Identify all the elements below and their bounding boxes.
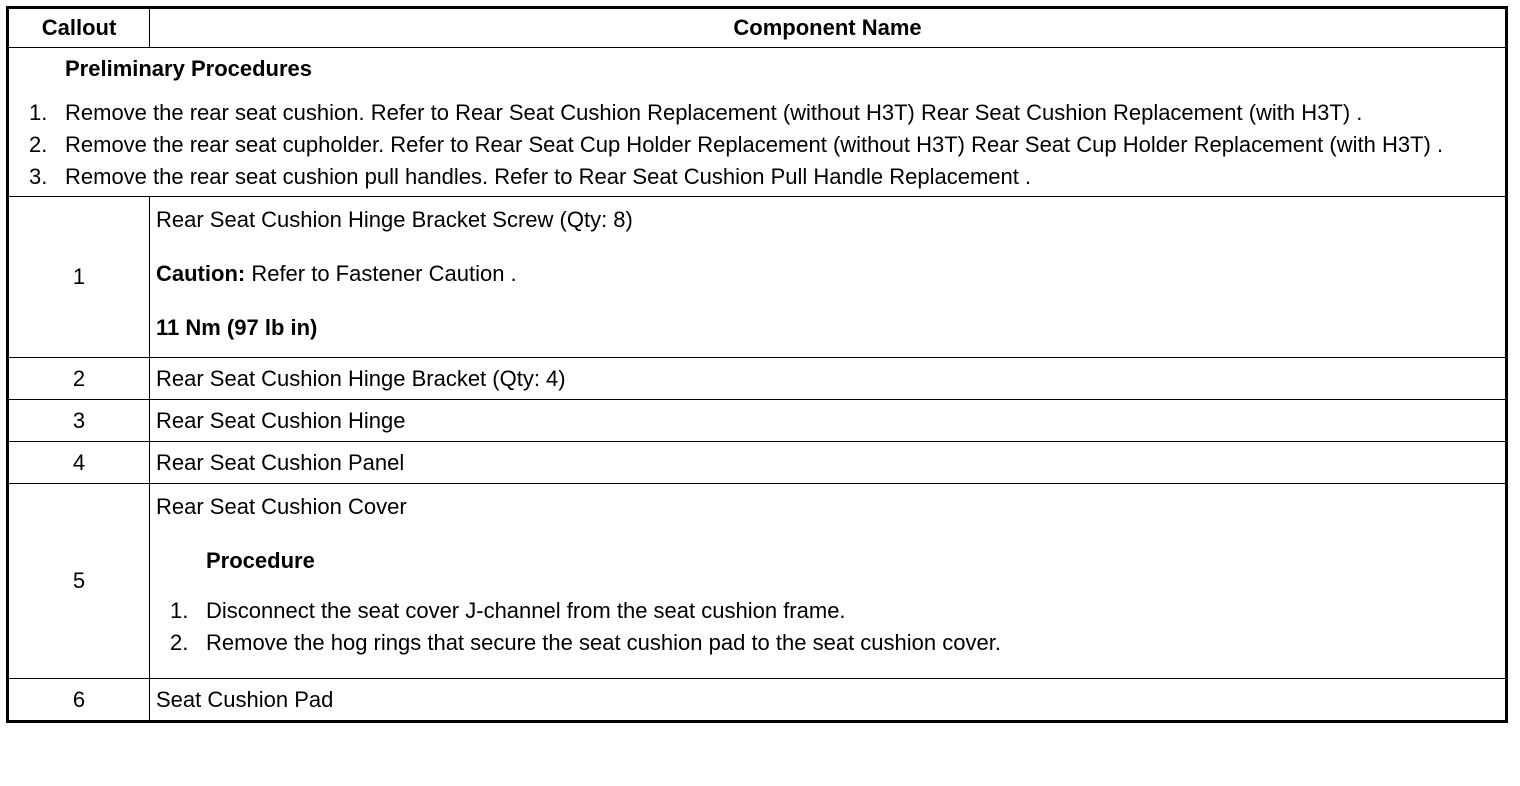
- components-table: [6, 6, 1508, 723]
- callout-cell: 2: [8, 358, 150, 400]
- preliminary-step: [23, 164, 1495, 190]
- step-number: 2.: [29, 132, 48, 157]
- step-number: 1.: [170, 598, 189, 623]
- table-row: [8, 442, 1507, 484]
- caution-label: Caution:: [156, 261, 246, 286]
- preliminary-step: [23, 100, 1495, 126]
- preliminary-row: [8, 48, 1507, 197]
- step-text: Remove the rear seat cupholder. Refer to Rear Seat Cup Holder Replacement (without H3T) Rear Seat Cup Holder Replacement (with H3T) .: [65, 132, 1444, 157]
- step-text: Remove the rear seat cushion. Refer to Rear Seat Cushion Replacement (without H3T) Rear Seat Cushion Replacement (with H3T) .: [65, 100, 1363, 125]
- callout-cell: 5: [8, 484, 150, 679]
- table-row: [8, 484, 1507, 679]
- preliminary-procedures: [8, 48, 1507, 197]
- procedure-title: Procedure: [206, 548, 315, 573]
- caution-note: [156, 261, 1505, 287]
- header-row: [8, 8, 1507, 48]
- component-name: Rear Seat Cushion Hinge Bracket Screw (Qty: 8): [156, 207, 633, 232]
- preliminary-step: [23, 132, 1495, 158]
- torque-spec: 11 Nm (97 lb in): [156, 315, 318, 340]
- component-cell: [150, 484, 1507, 679]
- step-text: Remove the rear seat cushion pull handles. Refer to Rear Seat Cushion Pull Handle Replacement .: [65, 164, 1032, 189]
- callout-cell: 1: [8, 197, 150, 358]
- table-row: [8, 197, 1507, 358]
- component-name: Rear Seat Cushion Hinge Bracket (Qty: 4): [150, 358, 1507, 400]
- preliminary-steps: [23, 100, 1495, 190]
- component-name: Rear Seat Cushion Cover: [156, 494, 407, 519]
- table-row: [8, 400, 1507, 442]
- step-text: Remove the hog rings that secure the seat cushion pad to the seat cushion cover.: [206, 630, 1001, 655]
- preliminary-title: Preliminary Procedures: [65, 56, 313, 81]
- step-number: 1.: [29, 100, 48, 125]
- procedure-step: [156, 630, 1505, 656]
- callout-cell: 4: [8, 442, 150, 484]
- procedure-step: [156, 598, 1505, 624]
- component-name: Seat Cushion Pad: [150, 679, 1507, 722]
- callout-cell: 3: [8, 400, 150, 442]
- callout-cell: 6: [8, 679, 150, 722]
- component-name-header: Component Name: [150, 8, 1507, 48]
- procedure-steps: [156, 598, 1505, 656]
- table-row: [8, 358, 1507, 400]
- step-number: 2.: [170, 630, 189, 655]
- component-name: Rear Seat Cushion Hinge: [150, 400, 1507, 442]
- caution-text: Refer to Fastener Caution .: [245, 261, 517, 286]
- callout-header: Callout: [8, 8, 150, 48]
- component-name: Rear Seat Cushion Panel: [150, 442, 1507, 484]
- table-row: [8, 679, 1507, 722]
- step-text: Disconnect the seat cover J-channel from the seat cushion frame.: [206, 598, 846, 623]
- step-number: 3.: [29, 164, 48, 189]
- component-cell: [150, 197, 1507, 358]
